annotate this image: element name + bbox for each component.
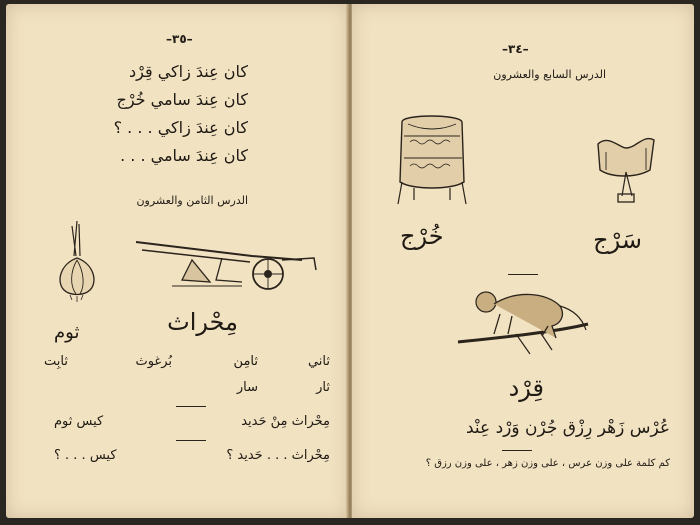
divider xyxy=(176,406,206,407)
word-main: مِحْراث xyxy=(167,308,238,336)
instruction: كم كلمة على وزن عرس ، على وزن زهر ، على وزن رزق ؟ xyxy=(425,458,670,469)
word-item: سار xyxy=(236,380,258,395)
page-number: –٣٥– xyxy=(166,32,193,46)
divider xyxy=(176,440,206,441)
word-item: ثامِن xyxy=(233,354,258,369)
page-number: –٣٤– xyxy=(502,42,529,56)
right-page xyxy=(352,4,694,518)
sentence: مِحْراث مِنْ حَديد xyxy=(241,414,330,429)
lesson-title: الدرس السابع والعشرون xyxy=(493,68,606,81)
word-item: بُرغوث xyxy=(135,354,172,369)
word-item: ثاني xyxy=(307,354,330,369)
word-left: خُرْج xyxy=(400,222,444,250)
divider xyxy=(508,274,538,275)
sentence-side: كيس . . . ؟ xyxy=(54,448,117,463)
saddlebag-illustration xyxy=(392,112,472,212)
words-row: عُرْس زَهْر رِزْق جُرْن وَرْد عِنْد xyxy=(465,418,670,438)
sentence-side: كيس ثوم xyxy=(54,414,104,429)
text-line: كان عِندَ زاكي قِرْد xyxy=(129,62,248,81)
word-center: قِرْد xyxy=(508,374,544,402)
text-line: كان عِندَ زاكي . . . ؟ xyxy=(113,118,248,137)
word-item: ثار xyxy=(316,380,330,395)
text-line: كان عِندَ سامي . . . xyxy=(120,146,248,165)
word-side: ثوم xyxy=(54,322,80,343)
book-spread xyxy=(6,4,694,518)
left-page xyxy=(6,4,348,518)
monkey-illustration xyxy=(456,284,596,368)
plough-illustration xyxy=(132,236,322,296)
sentence: مِحْراث . . . حَديد ؟ xyxy=(226,448,330,463)
divider xyxy=(502,450,532,451)
saddle-illustration xyxy=(592,130,658,210)
word-item: ثابِت xyxy=(44,354,68,369)
lesson-title: الدرس الثامن والعشرون xyxy=(136,194,248,207)
word-right: سَرْج xyxy=(593,226,642,254)
garlic-illustration xyxy=(52,216,102,306)
text-line: كان عِندَ سامي خُرْج xyxy=(116,90,248,109)
